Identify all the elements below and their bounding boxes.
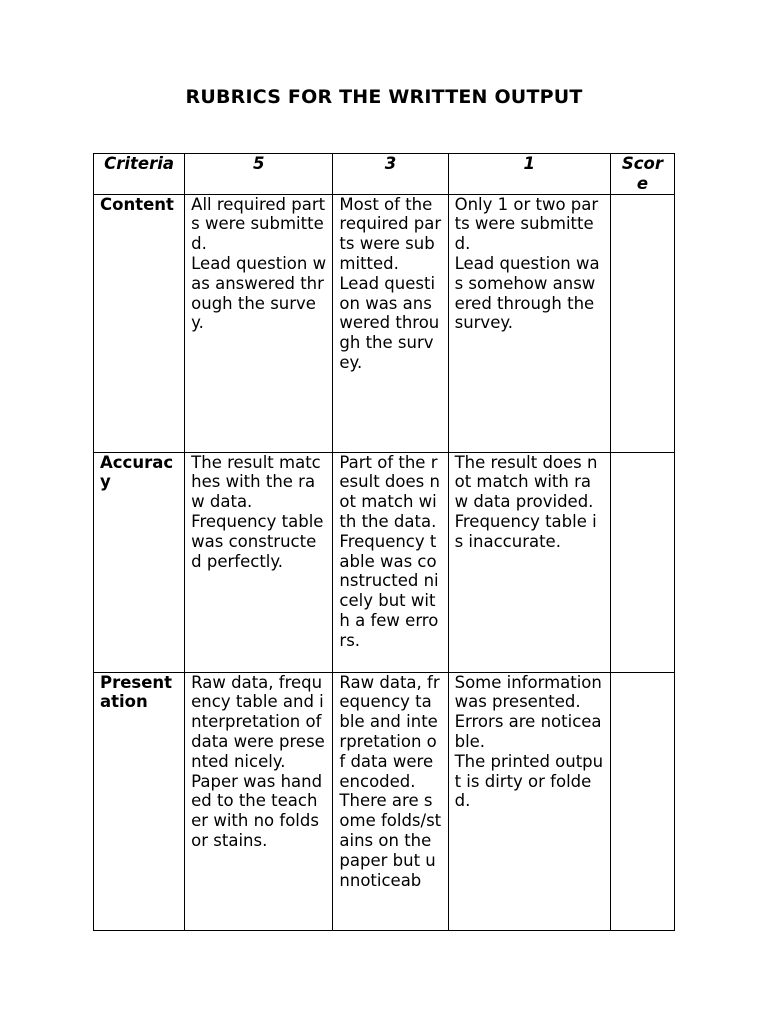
descriptor-line: Most of the required parts were submitted. — [339, 194, 442, 273]
descriptor-line: All required parts were submitted. — [191, 194, 326, 254]
score-cell — [610, 452, 674, 672]
descriptor-line: Errors are noticeable. — [454, 712, 602, 751]
level-5-cell — [185, 452, 333, 672]
descriptor-line: Lead question was answered through the survey. — [339, 273, 440, 372]
header-criteria: Criteria — [94, 154, 185, 195]
descriptor-line: Frequency table is inaccurate. — [454, 511, 597, 551]
descriptor-line: Some information was presented. — [454, 672, 602, 712]
table-row-content — [94, 194, 675, 452]
descriptor-line: The result matches with the raw data. — [191, 452, 321, 512]
criteria-cell: Presentation — [94, 672, 185, 930]
level-1-cell — [448, 194, 610, 452]
level-3-cell — [333, 672, 448, 930]
rubric-table — [93, 153, 675, 931]
descriptor-line: Lead question was somehow answered through the survey. — [454, 253, 600, 333]
table-row-presentation — [94, 672, 675, 930]
descriptor-line: The result does not match with raw data provided. — [454, 452, 598, 512]
header-row — [94, 154, 675, 195]
descriptor-line: Lead question was answered through the survey. — [191, 253, 327, 333]
descriptor-line: Only 1 or two parts were submitted. — [454, 194, 599, 254]
score-cell — [610, 194, 674, 452]
criteria-cell: Content — [94, 194, 185, 452]
descriptor-line: Raw data, frequency table and interpretation of data were encoded. — [339, 672, 440, 791]
table-row-accuracy — [94, 452, 675, 672]
criteria-cell: Accuracy — [94, 452, 185, 672]
header-score-3: 3 — [333, 154, 448, 195]
level-1-cell — [448, 452, 610, 672]
descriptor-line: There are some folds/stains on the paper but unnoticeab — [339, 791, 442, 890]
descriptor-line: Part of the result does not match with the data. — [339, 452, 440, 531]
header-score-5: 5 — [185, 154, 333, 195]
descriptor-line: Raw data, frequency table and interpretation of data were presented nicely. — [191, 672, 325, 771]
descriptor-line: The printed output is dirty or folded. — [454, 751, 604, 811]
descriptor-line: Paper was handed to the teacher with no folds or stains. — [191, 771, 323, 850]
level-1-cell — [448, 672, 610, 930]
level-5-cell — [185, 194, 333, 452]
descriptor-line: Frequency table was constructed nicely but with a few errors. — [339, 531, 439, 650]
score-cell — [610, 672, 674, 930]
descriptor-line: Frequency table was constructed perfectly. — [191, 511, 324, 571]
header-score-1: 1 — [448, 154, 610, 195]
level-3-cell — [333, 194, 448, 452]
header-score: Score — [610, 154, 674, 195]
level-3-cell — [333, 452, 448, 672]
level-5-cell — [185, 672, 333, 930]
document-title: RUBRICS FOR THE WRITTEN OUTPUT — [185, 86, 583, 108]
